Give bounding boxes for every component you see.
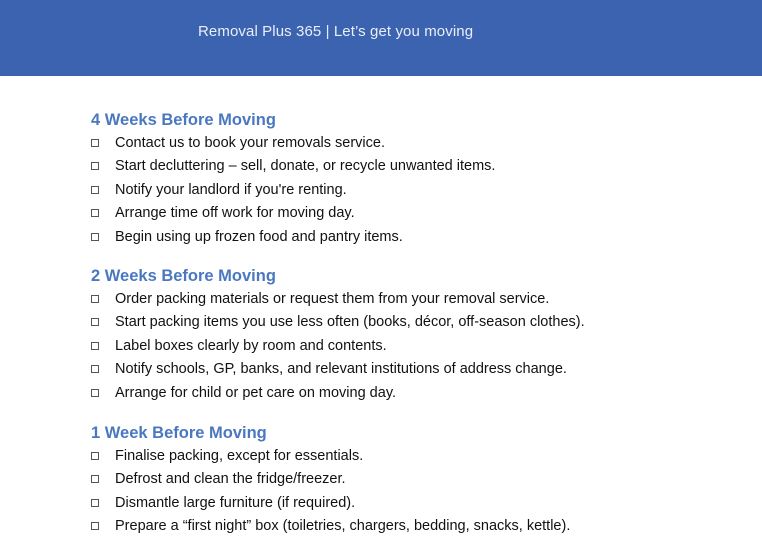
checklist-item-label: Begin using up frozen food and pantry items.: [115, 228, 403, 245]
checklist-item: [91, 202, 355, 225]
section-4-weeks: [91, 110, 496, 249]
checklist-item: [91, 492, 356, 515]
checkbox-icon[interactable]: [91, 318, 99, 326]
checklist-item: [91, 335, 387, 358]
checklist-item-label: Contact us to book your removals service.: [115, 135, 385, 151]
checkbox-icon[interactable]: [91, 522, 99, 530]
checkbox-icon[interactable]: [91, 499, 99, 507]
section-1-week: [91, 423, 571, 539]
checklist-item-label: Prepare a “first night” box (toiletries, chargers, bedding, snacks, kettle).: [115, 518, 571, 535]
checklist-item: [91, 468, 346, 491]
checklist-item-label: Start packing items you use less often (books, décor, off-season clothes).: [115, 314, 585, 331]
checklist-item: [91, 358, 567, 381]
checklist-item: [91, 226, 403, 249]
checklist-item-label: Order packing materials or request them from your removal service.: [115, 291, 550, 307]
page-title: Removal Plus 365 | Let’s get you moving: [198, 23, 474, 40]
checklist-item-label: Notify schools, GP, banks, and relevant institutions of address change.: [115, 361, 567, 378]
section-heading: 2 Weeks Before Moving: [91, 267, 276, 285]
checklist-item-label: Dismantle large furniture (if required).: [115, 494, 356, 511]
checkbox-icon[interactable]: [91, 139, 99, 147]
checklist-item-label: Arrange for child or pet care on moving day.: [115, 384, 397, 401]
checklist-item: [91, 179, 347, 202]
checkbox-icon[interactable]: [91, 186, 99, 194]
checklist-item: [91, 155, 496, 178]
checklist-item-label: Defrost and clean the fridge/freezer.: [115, 471, 346, 488]
checklist-item-label: Finalise packing, except for essentials.: [115, 448, 364, 464]
checklist-item-label: Arrange time off work for moving day.: [115, 205, 355, 222]
checklist-item: [91, 515, 571, 538]
header-banner: [0, 0, 762, 76]
section-heading: 4 Weeks Before Moving: [91, 111, 276, 129]
checkbox-icon[interactable]: [91, 233, 99, 241]
checkbox-icon[interactable]: [91, 389, 99, 397]
checkbox-icon[interactable]: [91, 209, 99, 217]
section-heading: 1 Week Before Moving: [91, 424, 267, 442]
checklist-item: [91, 132, 385, 155]
checklist-item-label: Label boxes clearly by room and contents.: [115, 337, 387, 354]
checkbox-icon[interactable]: [91, 475, 99, 483]
checkbox-icon[interactable]: [91, 162, 99, 170]
checkbox-icon[interactable]: [91, 295, 99, 303]
checklist-item: [91, 311, 585, 334]
section-2-weeks: [91, 266, 585, 405]
checkbox-icon[interactable]: [91, 365, 99, 373]
checklist-item: [91, 445, 364, 468]
checkbox-icon[interactable]: [91, 342, 99, 350]
checklist-item-label: Start decluttering – sell, donate, or recycle unwanted items.: [115, 158, 496, 175]
checkbox-icon[interactable]: [91, 452, 99, 460]
checklist-item-label: Notify your landlord if you're renting.: [115, 181, 347, 198]
checklist-item: [91, 288, 550, 311]
checklist-item: [91, 382, 397, 405]
